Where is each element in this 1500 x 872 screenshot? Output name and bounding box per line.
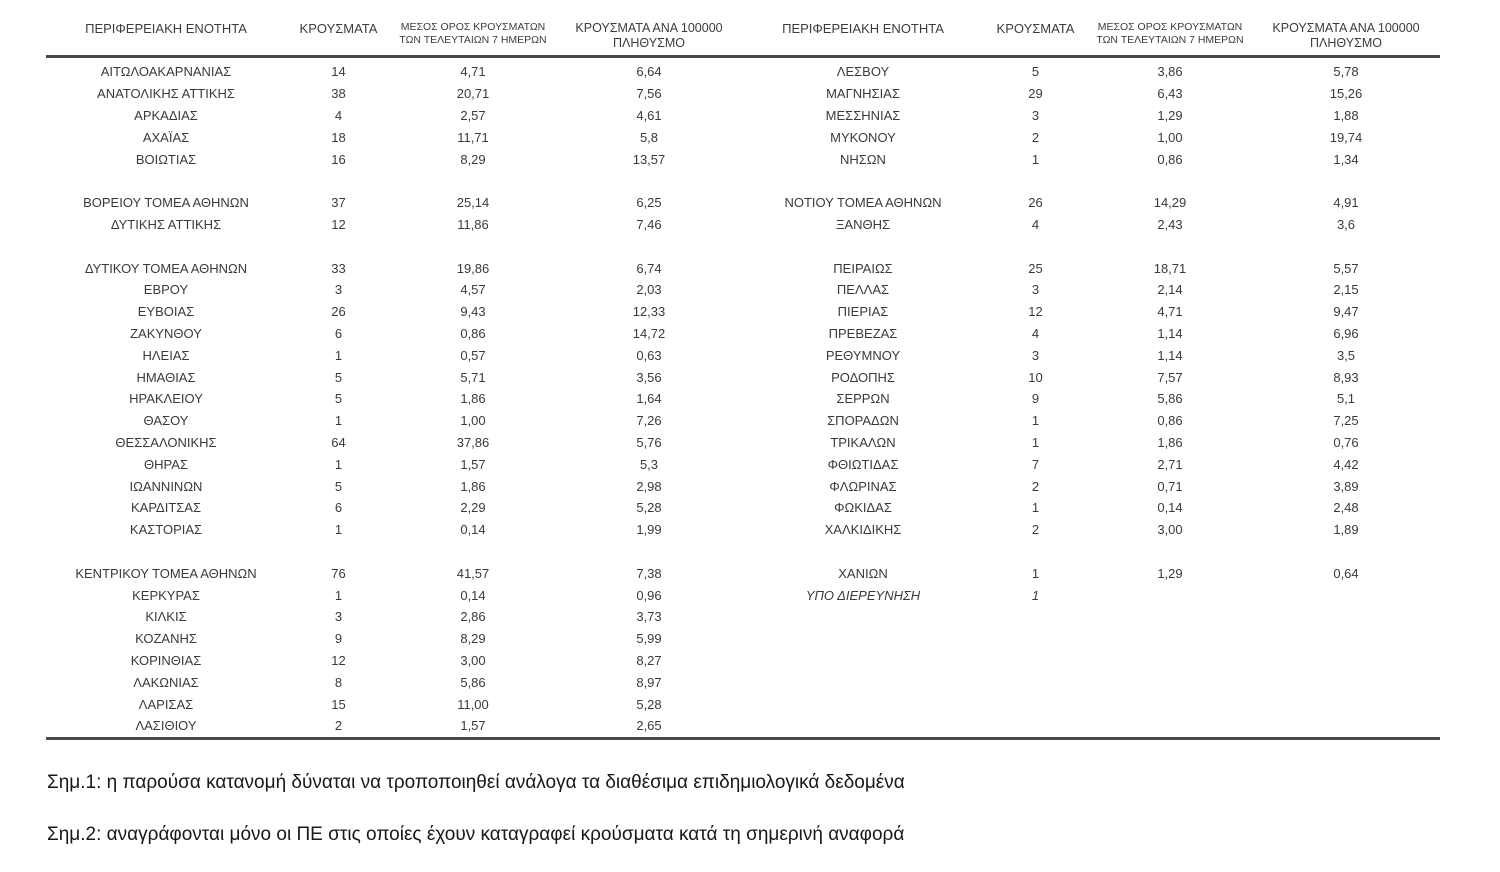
avg-7-days-cell: 1,14 [1157,325,1183,341]
header-cases: ΚΡΟΥΣΜΑΤΑ [996,21,1075,36]
cases-per-100000-cell: 5,99 [636,631,662,647]
table-row [46,475,743,497]
avg-7-days-cell: 2,71 [1157,456,1183,472]
region-name-cell: ΧΑΛΚΙΔΙΚΗΣ [824,522,902,538]
cases-cell: 12 [1028,304,1043,320]
table-row-blank [743,235,1440,257]
cases-cell: 6 [334,325,343,341]
table-row [743,432,1440,454]
cases-cell: 1 [1031,587,1040,603]
cases-cell: 10 [1028,369,1043,385]
table-header-row [46,16,1440,58]
cases-per-100000-cell: 0,76 [1333,434,1359,450]
table-row [743,61,1440,83]
cases-cell: 1 [1031,565,1040,581]
cases-per-100000-cell: 6,64 [636,64,662,80]
avg-7-days-cell: 5,86 [1157,391,1183,407]
table-row [46,497,743,519]
avg-7-days-cell: 2,43 [1157,216,1183,232]
header-cases: ΚΡΟΥΣΜΑΤΑ [299,21,378,36]
header-avg-7-days: ΜΕΣΟΣ ΟΡΟΣ ΚΡΟΥΣΜΑΤΩΝ ΤΩΝ ΤΕΛΕΥΤΑΙΩΝ 7 ΗΜΕΡΩΝ [399,21,547,46]
cases-cell: 8 [334,674,343,690]
table-row [743,214,1440,236]
table-row [46,61,743,83]
cases-cell: 37 [331,195,346,211]
cases-per-100000-cell: 5,76 [636,434,662,450]
header-cases-per-100000: ΚΡΟΥΣΜΑΤΑ ΑΝΑ 100000 ΠΛΗΘΥΣΜΟ [1272,21,1420,50]
cases-cell: 1 [334,456,343,472]
table-row-blank [743,170,1440,192]
avg-7-days-cell: 11,00 [457,696,489,712]
cases-per-100000-cell: 4,91 [1333,195,1359,211]
cases-cell: 4 [1031,325,1040,341]
cases-cell: 38 [331,86,346,102]
table-row [46,584,743,606]
table-body-right-half [743,61,1440,737]
cases-per-100000-cell: 3,6 [1336,216,1356,232]
table-row [46,606,743,628]
cases-cell: 1 [1031,151,1040,167]
table-row-blank [743,541,1440,563]
region-name-cell: ΙΩΑΝΝΙΝΩΝ [129,478,203,494]
region-name-cell: ΤΡΙΚΑΛΩΝ [830,434,896,450]
region-name-cell: ΠΙΕΡΙΑΣ [837,304,889,320]
table-row [46,388,743,410]
table-row [46,562,743,584]
cases-cell: 3 [1031,282,1040,298]
table-row [46,83,743,105]
cases-cell: 25 [1028,260,1043,276]
avg-7-days-cell: 4,71 [460,64,486,80]
region-name-cell: ΗΡΑΚΛΕΙΟΥ [129,391,203,407]
cases-cell: 33 [331,260,346,276]
avg-7-days-cell: 3,00 [1157,522,1183,538]
region-name-cell: ΑΙΤΩΛΟΑΚΑΡΝΑΝΙΑΣ [100,64,232,80]
cases-per-100000-cell: 14,72 [632,325,666,341]
avg-7-days-cell: 0,86 [1157,413,1183,429]
avg-7-days-cell: 2,86 [460,609,486,625]
table-row [46,519,743,541]
table-row [743,126,1440,148]
region-name-cell: ΚΑΡΔΙΤΣΑΣ [130,500,202,516]
cases-per-100000-cell: 5,57 [1333,260,1359,276]
table-row [46,453,743,475]
avg-7-days-cell: 7,57 [1157,369,1183,385]
cases-cell: 3 [334,609,343,625]
avg-7-days-cell: 1,86 [460,478,486,494]
cases-cell: 29 [1028,86,1043,102]
avg-7-days-cell: 20,71 [456,86,490,102]
cases-cell: 6 [334,500,343,516]
region-name-cell: ΥΠΟ ΔΙΕΡΕΥΝΗΣΗ [805,587,921,603]
table-row [46,105,743,127]
cases-cell: 1 [1031,500,1040,516]
table-row-blank [46,170,743,192]
cases-per-100000-cell: 3,73 [636,609,662,625]
avg-7-days-cell: 0,14 [460,522,486,538]
region-name-cell: ΗΛΕΙΑΣ [142,347,190,363]
cases-per-100000-cell: 1,34 [1333,151,1359,167]
region-name-cell: ΗΜΑΘΙΑΣ [136,369,196,385]
avg-7-days-cell: 25,14 [456,195,490,211]
cases-per-100000-cell: 5,3 [639,456,659,472]
cases-per-100000-cell: 5,28 [636,696,662,712]
cases-per-100000-cell: 12,33 [632,304,666,320]
cases-cell: 5 [334,391,343,407]
avg-7-days-cell: 0,86 [460,325,486,341]
table-row [743,148,1440,170]
cases-cell: 3 [1031,107,1040,123]
cases-per-100000-cell: 0,96 [636,587,662,603]
cases-per-100000-cell: 2,03 [636,282,662,298]
region-name-cell: ΚΕΡΚΥΡΑΣ [132,587,200,603]
region-name-cell: ΚΟΡΙΝΘΙΑΣ [130,652,202,668]
table-row [743,453,1440,475]
table-row [46,301,743,323]
avg-7-days-cell: 9,43 [460,304,486,320]
cases-per-100000-cell: 1,64 [636,391,662,407]
region-name-cell: ΠΡΕΒΕΖΑΣ [828,325,898,341]
cases-cell: 2 [334,718,343,734]
avg-7-days-cell: 3,86 [1157,64,1183,80]
footnote-1: Σημ.1: η παρούσα κατανομή δύναται να τροποποιηθεί ανάλογα τα διαθέσιμα επιδημιολογικά δεδομένα [47,772,905,793]
avg-7-days-cell: 18,71 [1153,260,1187,276]
region-name-cell: ΦΘΙΩΤΙΔΑΣ [827,456,899,472]
cases-per-100000-cell: 8,27 [636,652,662,668]
avg-7-days-cell: 11,86 [457,216,489,232]
region-name-cell: ΦΩΚΙΔΑΣ [834,500,892,516]
header-avg-7-days: ΜΕΣΟΣ ΟΡΟΣ ΚΡΟΥΣΜΑΤΩΝ ΤΩΝ ΤΕΛΕΥΤΑΙΩΝ 7 ΗΜΕΡΩΝ [1096,21,1244,46]
avg-7-days-cell: 4,71 [1157,304,1183,320]
cases-cell: 12 [331,652,346,668]
cases-per-100000-cell: 3,56 [636,369,662,385]
cases-cell: 9 [1031,391,1040,407]
cases-per-100000-cell: 1,88 [1333,107,1359,123]
table-row [46,148,743,170]
table-row-blank [46,541,743,563]
cases-per-100000-cell: 5,28 [636,500,662,516]
cases-cell: 1 [1031,434,1040,450]
table-row [743,344,1440,366]
table-row [46,214,743,236]
avg-7-days-cell: 14,29 [1153,195,1187,211]
cases-per-100000-cell: 7,25 [1333,413,1359,429]
cases-cell: 15 [331,696,346,712]
avg-7-days-cell: 1,29 [1157,565,1183,581]
avg-7-days-cell: 0,71 [1157,478,1183,494]
cases-per-100000-cell: 2,98 [636,478,662,494]
cases-per-100000-cell: 4,42 [1333,456,1359,472]
avg-7-days-cell: 8,29 [460,631,486,647]
cases-cell: 64 [331,434,346,450]
header-regional-unit: ΠΕΡΙΦΕΡΕΙΑΚΗ ΕΝΟΤΗΤΑ [782,21,944,36]
table-row [46,628,743,650]
cases-per-100000-cell: 5,1 [1336,391,1356,407]
table-row [743,497,1440,519]
region-name-cell: ΕΒΡΟΥ [143,282,189,298]
region-name-cell: ΚΕΝΤΡΙΚΟΥ ΤΟΜΕΑ ΑΘΗΝΩΝ [75,565,257,581]
cases-cell: 3 [334,282,343,298]
cases-cell: 76 [331,565,346,581]
cases-cell: 1 [1031,413,1040,429]
avg-7-days-cell: 37,86 [456,434,490,450]
avg-7-days-cell: 0,14 [1157,500,1183,516]
cases-per-100000-cell: 4,61 [636,107,662,123]
table-row [743,366,1440,388]
cases-cell: 2 [1031,478,1040,494]
cases-per-100000-cell: 3,5 [1336,347,1356,363]
cases-cell: 14 [331,64,346,80]
region-name-cell: ΛΑΡΙΣΑΣ [138,696,194,712]
cases-per-100000-cell: 6,96 [1333,325,1359,341]
avg-7-days-cell: 0,86 [1157,151,1183,167]
avg-7-days-cell: 2,57 [460,107,486,123]
region-name-cell: ΜΥΚΟΝΟΥ [830,129,896,145]
region-name-cell: ΔΥΤΙΚΟΥ ΤΟΜΕΑ ΑΘΗΝΩΝ [84,260,248,276]
avg-7-days-cell: 1,29 [1157,107,1183,123]
table-body-left-half [46,61,743,737]
region-name-cell: ΚΑΣΤΟΡΙΑΣ [129,522,203,538]
cases-cell: 2 [1031,129,1040,145]
cases-cell: 18 [331,129,346,145]
regional-cases-table [46,16,1440,740]
region-name-cell: ΑΧΑΪΑΣ [142,129,190,145]
avg-7-days-cell: 1,14 [1157,347,1183,363]
avg-7-days-cell: 0,14 [460,587,486,603]
region-name-cell: ΝΗΣΩΝ [840,151,886,167]
table-row [743,301,1440,323]
cases-cell: 4 [334,107,343,123]
cases-cell: 3 [1031,347,1040,363]
cases-per-100000-cell: 6,74 [636,260,662,276]
cases-per-100000-cell: 2,48 [1333,500,1359,516]
avg-7-days-cell: 2,29 [460,500,486,516]
cases-per-100000-cell: 7,38 [636,565,662,581]
cases-per-100000-cell: 2,15 [1333,282,1359,298]
cases-per-100000-cell: 1,99 [636,522,662,538]
avg-7-days-cell: 1,57 [460,456,486,472]
cases-cell: 5 [334,478,343,494]
cases-cell: 26 [1028,195,1043,211]
avg-7-days-cell: 11,71 [457,129,489,145]
region-name-cell: ΘΑΣΟΥ [143,413,189,429]
avg-7-days-cell: 4,57 [460,282,486,298]
region-name-cell: ΡΕΘΥΜΝΟΥ [825,347,901,363]
region-name-cell: ΘΕΣΣΑΛΟΝΙΚΗΣ [115,434,217,450]
cases-cell: 5 [1031,64,1040,80]
region-name-cell: ΑΝΑΤΟΛΙΚΗΣ ΑΤΤΙΚΗΣ [97,86,235,102]
avg-7-days-cell: 1,57 [460,718,486,734]
avg-7-days-cell: 2,14 [1157,282,1183,298]
table-row [46,126,743,148]
avg-7-days-cell: 1,00 [460,413,486,429]
table-row [46,671,743,693]
header-regional-unit: ΠΕΡΙΦΕΡΕΙΑΚΗ ΕΝΟΤΗΤΑ [85,21,247,36]
region-name-cell: ΑΡΚΑΔΙΑΣ [134,107,198,123]
region-name-cell: ΚΙΛΚΙΣ [145,609,187,625]
region-name-cell: ΛΕΣΒΟΥ [836,64,890,80]
region-name-cell: ΦΛΩΡΙΝΑΣ [829,478,897,494]
region-name-cell: ΜΕΣΣΗΝΙΑΣ [825,107,901,123]
table-row [743,410,1440,432]
region-name-cell: ΘΗΡΑΣ [144,456,188,472]
cases-per-100000-cell: 2,65 [636,718,662,734]
region-name-cell: ΝΟΤΙΟΥ ΤΟΜΕΑ ΑΘΗΝΩΝ [784,195,942,211]
cases-per-100000-cell: 5,8 [639,129,659,145]
table-body [46,58,1440,740]
table-row [46,410,743,432]
cases-per-100000-cell: 7,26 [636,413,662,429]
region-name-cell: ΜΑΓΝΗΣΙΑΣ [826,86,900,102]
table-row [743,584,1440,606]
avg-7-days-cell: 1,86 [1157,434,1183,450]
avg-7-days-cell: 1,00 [1157,129,1183,145]
table-row [46,432,743,454]
cases-cell: 1 [334,522,343,538]
table-row [743,83,1440,105]
table-row [46,344,743,366]
cases-cell: 4 [1031,216,1040,232]
cases-cell: 1 [334,347,343,363]
table-row [46,650,743,672]
table-row [743,388,1440,410]
cases-per-100000-cell: 0,63 [636,347,662,363]
cases-cell: 12 [331,216,346,232]
table-row [46,323,743,345]
region-name-cell: ΕΥΒΟΙΑΣ [137,304,195,320]
avg-7-days-cell: 5,71 [460,369,486,385]
region-name-cell: ΒΟΡΕΙΟΥ ΤΟΜΕΑ ΑΘΗΝΩΝ [83,195,249,211]
cases-cell: 1 [334,587,343,603]
avg-7-days-cell: 1,86 [460,391,486,407]
table-row-blank [46,235,743,257]
table-row [46,693,743,715]
cases-cell: 2 [1031,522,1040,538]
table-header-left-half [46,21,743,51]
table-row [46,715,743,737]
table-header-right-half [743,21,1440,51]
region-name-cell: ΣΕΡΡΩΝ [836,391,890,407]
table-row [46,279,743,301]
avg-7-days-cell: 41,57 [456,565,490,581]
cases-cell: 9 [334,631,343,647]
region-name-cell: ΡΟΔΟΠΗΣ [831,369,895,385]
table-row [46,257,743,279]
cases-cell: 26 [331,304,346,320]
region-name-cell: ΞΑΝΘΗΣ [835,216,891,232]
table-row [46,192,743,214]
footnote-2: Σημ.2: αναγράφονται μόνο οι ΠΕ στις οποίες έχουν καταγραφεί κρούσματα κατά τη σημερινή αναφορά [47,824,905,845]
avg-7-days-cell: 19,86 [456,260,490,276]
header-cases-per-100000: ΚΡΟΥΣΜΑΤΑ ΑΝΑ 100000 ΠΛΗΘΥΣΜΟ [575,21,723,50]
avg-7-days-cell: 6,43 [1157,86,1183,102]
table-row [743,192,1440,214]
region-name-cell: ΠΕΛΛΑΣ [836,282,890,298]
region-name-cell: ΛΑΣΙΘΙΟΥ [135,718,197,734]
table-row [743,279,1440,301]
cases-per-100000-cell: 15,26 [1329,86,1363,102]
region-name-cell: ΚΟΖΑΝΗΣ [135,631,197,647]
region-name-cell: ΖΑΚΥΝΘΟΥ [130,325,202,341]
region-name-cell: ΒΟΙΩΤΙΑΣ [135,151,197,167]
cases-per-100000-cell: 13,57 [632,151,666,167]
cases-cell: 1 [334,413,343,429]
cases-per-100000-cell: 1,89 [1333,522,1359,538]
region-name-cell: ΠΕΙΡΑΙΩΣ [833,260,893,276]
region-name-cell: ΛΑΚΩΝΙΑΣ [133,674,199,690]
cases-per-100000-cell: 8,97 [636,674,662,690]
table-row [743,562,1440,584]
cases-per-100000-cell: 9,47 [1333,304,1359,320]
table-row [46,366,743,388]
table-row [743,105,1440,127]
cases-per-100000-cell: 8,93 [1333,369,1359,385]
cases-per-100000-cell: 7,56 [636,86,662,102]
avg-7-days-cell: 8,29 [460,151,486,167]
region-name-cell: ΧΑΝΙΩΝ [838,565,888,581]
table-row [743,519,1440,541]
cases-cell: 16 [331,151,346,167]
cases-per-100000-cell: 7,46 [636,216,662,232]
avg-7-days-cell: 3,00 [460,652,486,668]
table-row [743,323,1440,345]
table-row [743,257,1440,279]
avg-7-days-cell: 0,57 [460,347,486,363]
cases-cell: 5 [334,369,343,385]
avg-7-days-cell: 5,86 [460,674,486,690]
cases-per-100000-cell: 3,89 [1333,478,1359,494]
region-name-cell: ΣΠΟΡΑΔΩΝ [827,413,899,429]
cases-per-100000-cell: 19,74 [1329,129,1363,145]
region-name-cell: ΔΥΤΙΚΗΣ ΑΤΤΙΚΗΣ [110,216,222,232]
cases-cell: 7 [1031,456,1040,472]
cases-per-100000-cell: 6,25 [636,195,662,211]
cases-per-100000-cell: 5,78 [1333,64,1359,80]
cases-per-100000-cell: 0,64 [1333,565,1359,581]
table-row [743,475,1440,497]
